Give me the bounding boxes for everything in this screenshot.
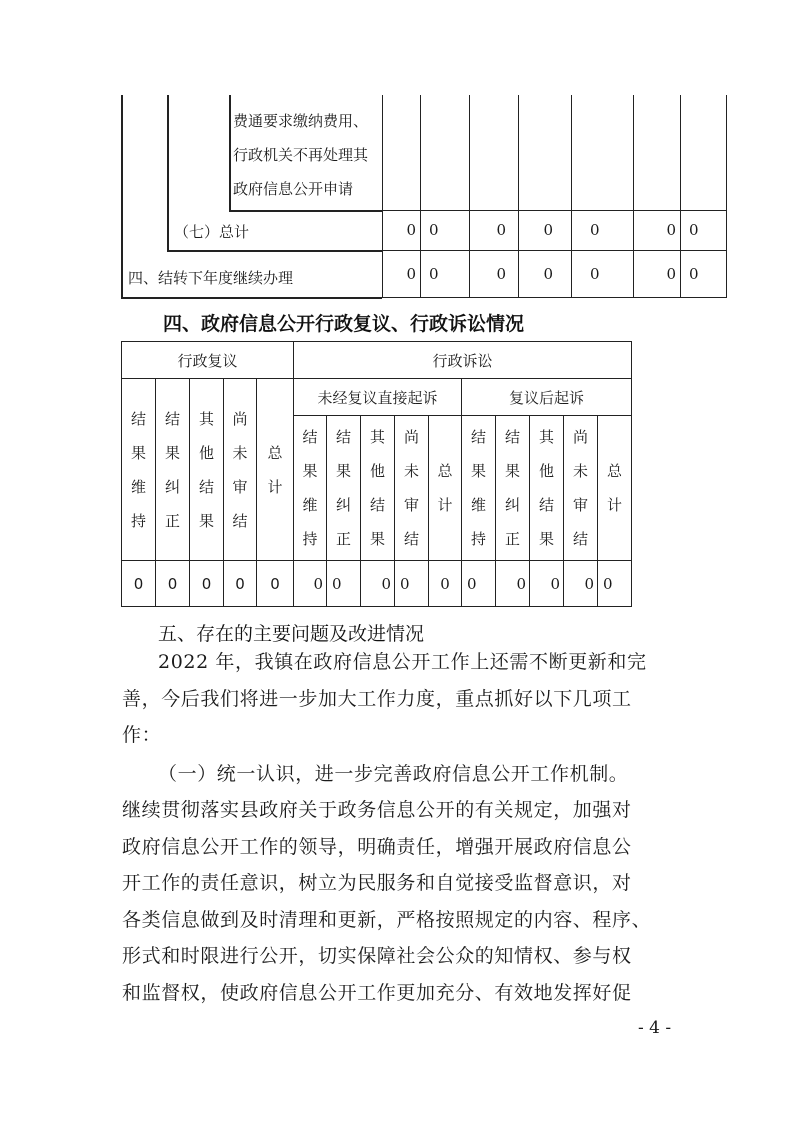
col-header: 总 计	[429, 416, 462, 561]
cell	[572, 95, 634, 210]
col-header: 其 他 结 果	[530, 416, 564, 561]
paragraph-line: 政府信息公开工作的领导，明确责任，增强开展政府信息公	[122, 835, 632, 858]
cell: 0	[496, 561, 530, 607]
paragraph-line: 作：	[122, 724, 162, 746]
cell: 0	[421, 250, 470, 297]
col-header: 结 果 纠 正	[327, 416, 361, 561]
col-header: 其 他 结 果	[190, 379, 224, 561]
row-label-continued	[233, 104, 368, 206]
total-row-label: （七）总计	[174, 223, 250, 241]
col-header: 总 计	[257, 379, 294, 561]
cell: 0	[470, 210, 519, 250]
table1-values	[382, 95, 727, 298]
table-border	[121, 95, 123, 298]
page-number: - 4 -	[638, 1018, 672, 1038]
cell	[681, 95, 727, 210]
cell	[634, 95, 681, 210]
section4-heading: 四、政府信息公开行政复议、行政诉讼情况	[163, 313, 525, 335]
cell: 0	[470, 250, 519, 297]
label-line: 行政机关不再处理其	[233, 146, 369, 164]
table-border	[167, 95, 169, 250]
group-header-litigation: 行政诉讼	[294, 342, 632, 379]
cell: 0	[519, 210, 572, 250]
cell: 0	[429, 561, 462, 607]
paragraph-line: 善，今后我们将进一步加大工作力度，重点抓好以下几项工	[122, 687, 632, 710]
cell: 0	[383, 210, 421, 250]
table-border	[121, 297, 382, 299]
cell	[470, 95, 519, 210]
col-header: 结 果 纠 正	[496, 416, 530, 561]
paragraph-line: 各类信息做到及时清理和更新，严格按照规定的内容、程序、	[122, 908, 652, 931]
label-line: 费通要求缴纳费用、	[233, 112, 369, 130]
label-line: 政府信息公开申请	[233, 180, 354, 198]
cell	[519, 95, 572, 210]
cell: 0	[122, 561, 156, 607]
cell: 0	[519, 250, 572, 297]
cell: 0	[257, 561, 294, 607]
col-header: 结 果 维 持	[462, 416, 496, 561]
cell: 0	[224, 561, 257, 607]
cell: 0	[634, 250, 681, 297]
cell: 0	[361, 561, 395, 607]
cell: 0	[395, 561, 429, 607]
paragraph-line: 继续贯彻落实县政府关于政务信息公开的有关规定，加强对	[122, 799, 632, 821]
cell: 0	[294, 561, 327, 607]
cell: 0	[634, 210, 681, 250]
cell: 0	[156, 561, 190, 607]
paragraph-line: 和监督权，使政府信息公开工作更加充分、有效地发挥好促	[122, 981, 632, 1004]
paragraph-line: 开工作的责任意识，树立为民服务和自觉接受监督意识，对	[122, 872, 632, 894]
cell: 0	[327, 561, 361, 607]
paragraph-line: （一）统一认识，进一步完善政府信息公开工作机制。	[158, 762, 629, 785]
review-litigation-table	[121, 341, 632, 607]
cell	[383, 95, 421, 210]
cell: 0	[190, 561, 224, 607]
section5-body	[122, 644, 742, 1011]
cell: 0	[564, 561, 598, 607]
cell: 0	[598, 561, 632, 607]
col-header: 尚 未 审 结	[395, 416, 429, 561]
cell: 0	[530, 561, 564, 607]
cell: 0	[572, 250, 634, 297]
col-header: 结 果 纠 正	[156, 379, 190, 561]
subgroup-header-after: 复议后起诉	[462, 379, 632, 416]
cell: 0	[421, 210, 470, 250]
paragraph-line: 形式和时限进行公开，切实保障社会公众的知情权、参与权	[122, 945, 632, 967]
table-border	[229, 95, 231, 210]
cell: 0	[572, 210, 634, 250]
col-header: 结 果 维 持	[294, 416, 327, 561]
table-border	[229, 210, 382, 212]
cell: 0	[681, 210, 727, 250]
table-border	[167, 250, 382, 252]
cell: 0	[462, 561, 496, 607]
carryover-row-label: 四、结转下年度继续办理	[128, 269, 294, 287]
col-header: 总 计	[598, 416, 632, 561]
cell: 0	[681, 250, 727, 297]
col-header: 尚 未 审 结	[564, 416, 598, 561]
group-header-review: 行政复议	[122, 342, 294, 379]
cell	[421, 95, 470, 210]
cell: 0	[383, 250, 421, 297]
col-header: 其 他 结 果	[361, 416, 395, 561]
col-header: 尚 未 审 结	[224, 379, 257, 561]
col-header: 结 果 维 持	[122, 379, 156, 561]
subgroup-header-direct: 未经复议直接起诉	[294, 379, 462, 416]
paragraph-line: 2022 年，我镇在政府信息公开工作上还需不断更新和完	[158, 651, 647, 673]
section5-heading: 五、存在的主要问题及改进情况	[158, 623, 425, 645]
